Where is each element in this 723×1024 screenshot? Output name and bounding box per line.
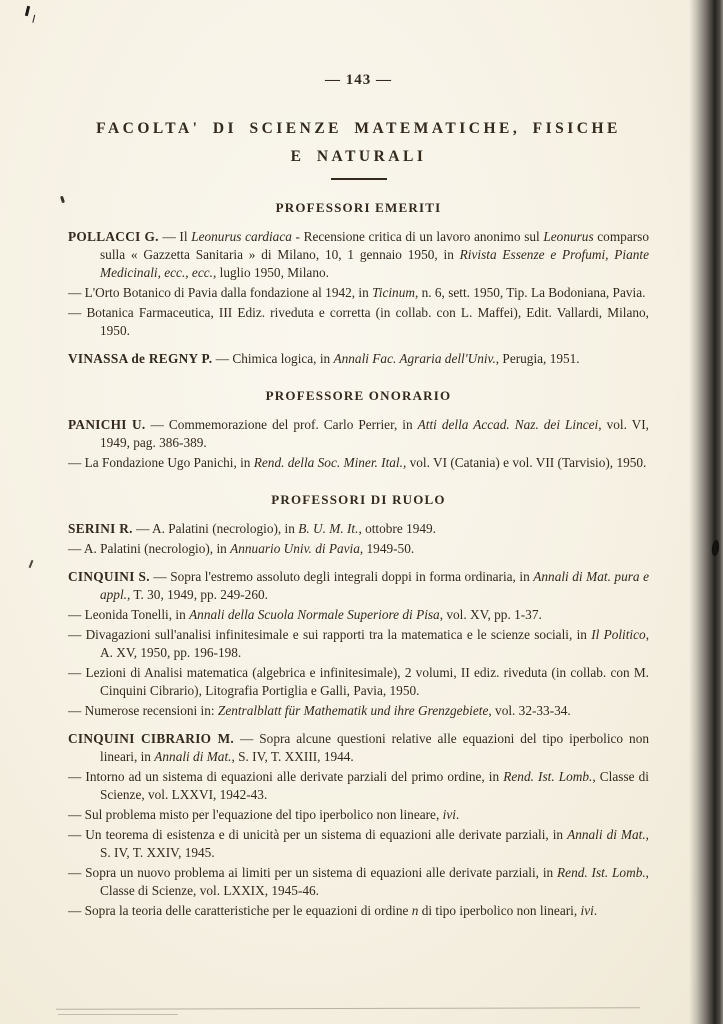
entry-text: comparso sulla « Gazzetta Sanitaria » di Milano, 10, 1 gennaio 1950, in — [100, 229, 649, 262]
entry-text: — Commemorazione del prof. Carlo Perrier, in — [145, 417, 418, 432]
italic-text: Zentralblatt für Mathematik und ihre Grenzgebiete — [217, 703, 489, 718]
entry-text: luglio 1950, Milano. — [216, 265, 329, 280]
bibliography-entry — [68, 284, 649, 302]
scan-artifact-top-left — [25, 6, 30, 16]
bibliography-entry — [68, 902, 649, 920]
italic-text: Annali di Mat. pura e appl. — [100, 569, 649, 602]
bibliography-entry — [68, 626, 649, 662]
entry-text: — A. Palatini (necrologio), in — [68, 541, 231, 556]
entry-text: , vol. XV, pp. 1-37. — [439, 607, 542, 622]
faculty-title-line1: FACOLTA' DI SCIENZE MATEMATICHE, FISICHE — [96, 120, 621, 137]
entry-text: , A. XV, 1950, pp. 196-198. — [100, 627, 650, 660]
author-name: SERINI R. — [68, 521, 133, 536]
entry-text: — Sul problema misto per l'equazione del tipo iperbolico non lineare, — [68, 807, 443, 822]
italic-text: Atti della Accad. Naz. dei Lincei — [417, 417, 599, 432]
italic-text: ivi — [580, 903, 594, 918]
italic-text: Rend. della Soc. Miner. Ital. — [253, 455, 403, 470]
bibliography-entry — [68, 228, 649, 282]
entry-text: , vol. VI, 1949, pag. 386-389. — [100, 417, 650, 450]
entry-text: — Sopra un nuovo problema ai limiti per un sistema di equazioni alle derivate parziali, in — [68, 865, 558, 880]
bottom-scan-line — [56, 1007, 640, 1010]
bibliography-entry — [68, 350, 649, 368]
entry-text: — A. Palatini (necrologio), in — [132, 521, 299, 536]
entry-text: — Lezioni di Analisi matematica (algebrica e infinitesimale), 2 volumi, II ediz. riveduta (in collab. con M. Cinquini Cibrario), Litografia Portiglia e Galli, Pavia, 1950. — [68, 665, 649, 698]
bibliography-entry — [68, 304, 649, 340]
bibliography-entry — [68, 568, 649, 604]
entry-text: — Divagazioni sull'analisi infinitesimale e sui rapporti tra la matematica e le scienze sociali, in — [68, 627, 592, 642]
author-name: VINASSA de REGNY P. — [68, 351, 213, 366]
italic-text: Annuario Univ. di Pavia — [230, 541, 360, 556]
italic-text: Annali Fac. Agraria dell'Univ. — [333, 351, 496, 366]
page-body — [0, 72, 723, 920]
italic-text: Leonurus — [543, 229, 594, 244]
entry-text: , vol. 32-33-34. — [488, 703, 571, 718]
author-name: POLLACCI G. — [68, 229, 159, 244]
italic-text: B. U. M. It. — [298, 521, 359, 536]
entry-text: , Perugia, 1951. — [495, 351, 580, 366]
section-heading: PROFESSORE ONORARIO — [265, 388, 452, 403]
bibliography-entry — [68, 664, 649, 700]
entry-text: — Botanica Farmaceutica, III Ediz. riveduta e corretta (in collab. con L. Maffei), Edit. Vallardi, Milano, 1950. — [68, 305, 649, 338]
italic-text: Il Politico — [591, 627, 646, 642]
bibliography-entry — [68, 416, 649, 452]
section-heading: PROFESSORI DI RUOLO — [271, 492, 446, 507]
entry-text: — L'Orto Botanico di Pavia dalla fondazione al 1942, in — [68, 285, 373, 300]
faculty-title — [68, 115, 649, 180]
entry-text: , vol. VI (Catania) e vol. VII (Tarvisio), 1950. — [402, 455, 647, 470]
entry-text: , Classe di Scienze, vol. LXXIX, 1945-46. — [100, 865, 649, 898]
italic-text: Leonurus cardiaca — [191, 229, 292, 244]
bottom-scan-line-short — [58, 1014, 178, 1015]
page-edge-shadow — [689, 0, 723, 1024]
entry-text: — Il — [158, 229, 192, 244]
author-name: CINQUINI S. — [68, 569, 150, 584]
italic-text: Rivista Essenze e Profumi, Piante Medicinali, ecc., ecc., — [100, 247, 649, 280]
bibliography-entry — [68, 606, 649, 624]
title-underline — [331, 178, 387, 180]
entry-text: — Intorno ad un sistema di equazioni alle derivate parziali del primo ordine, in — [68, 769, 504, 784]
entry-text: di tipo iperbolico non lineari, — [418, 903, 581, 918]
bibliography-entry — [68, 454, 649, 472]
bibliography-entry — [68, 520, 649, 538]
entry-text: - Recensione critica di un lavoro anonimo sul — [291, 229, 544, 244]
entry-text: . — [593, 903, 598, 918]
italic-text: ivi — [442, 807, 456, 822]
italic-text: Ticinum — [372, 285, 415, 300]
bibliography-entry — [68, 806, 649, 824]
entry-text: , ottobre 1949. — [358, 521, 436, 536]
entry-text: — Sopra alcune questioni relative alle equazioni del tipo iperbolico non lineari, in — [100, 731, 649, 764]
entry-text: — Chimica logica, in — [212, 351, 334, 366]
italic-text: Annali di Mat. — [567, 827, 646, 842]
entry-text: — Numerose recensioni in: — [68, 703, 218, 718]
bibliography-entry — [68, 864, 649, 900]
italic-text: Rend. Ist. Lomb. — [503, 769, 593, 784]
entry-text: , S. IV, T. XXIII, 1944. — [231, 749, 354, 764]
entry-text: — Sopra la teoria delle caratteristiche per le equazioni di ordine — [68, 903, 412, 918]
bibliography-entry — [68, 540, 649, 558]
bibliography-entry — [68, 702, 649, 720]
author-name: CINQUINI CIBRARIO M. — [68, 731, 235, 746]
italic-text: Rend. Ist. Lomb. — [557, 865, 646, 880]
entry-text: , T. 30, 1949, pp. 249-260. — [126, 587, 268, 602]
entry-text: — La Fondazione Ugo Panichi, in — [68, 455, 254, 470]
italic-text: Annali della Scuola Normale Superiore di Pisa — [189, 607, 440, 622]
faculty-title-line2: E NATURALI — [290, 148, 427, 165]
section-heading: PROFESSORI EMERITI — [275, 200, 442, 215]
entry-text: — Leonida Tonelli, in — [68, 607, 190, 622]
bibliography-entry — [68, 730, 649, 766]
entry-text: , Classe di Scienze, vol. LXXVI, 1942-43. — [100, 769, 649, 802]
italic-text: n — [411, 903, 419, 918]
bibliography-entry — [68, 826, 649, 862]
page-number: — 143 — — [325, 72, 392, 88]
entry-text: , n. 6, sett. 1950, Tip. La Bodoniana, Pavia. — [414, 285, 646, 300]
entry-text: , S. IV, T. XXIV, 1945. — [100, 827, 649, 860]
entry-text: . — [455, 807, 460, 822]
italic-text: Annali di Mat. — [154, 749, 232, 764]
entry-text: — Sopra l'estremo assoluto degli integrali doppi in forma ordinaria, in — [149, 569, 534, 584]
bibliography-entry — [68, 768, 649, 804]
sections — [68, 200, 649, 920]
entry-text: — Un teorema di esistenza e di unicità per un sistema di equazioni alle derivate parziali, in — [68, 827, 568, 842]
entry-text: , 1949-50. — [359, 541, 415, 556]
author-name: PANICHI U. — [68, 417, 146, 432]
